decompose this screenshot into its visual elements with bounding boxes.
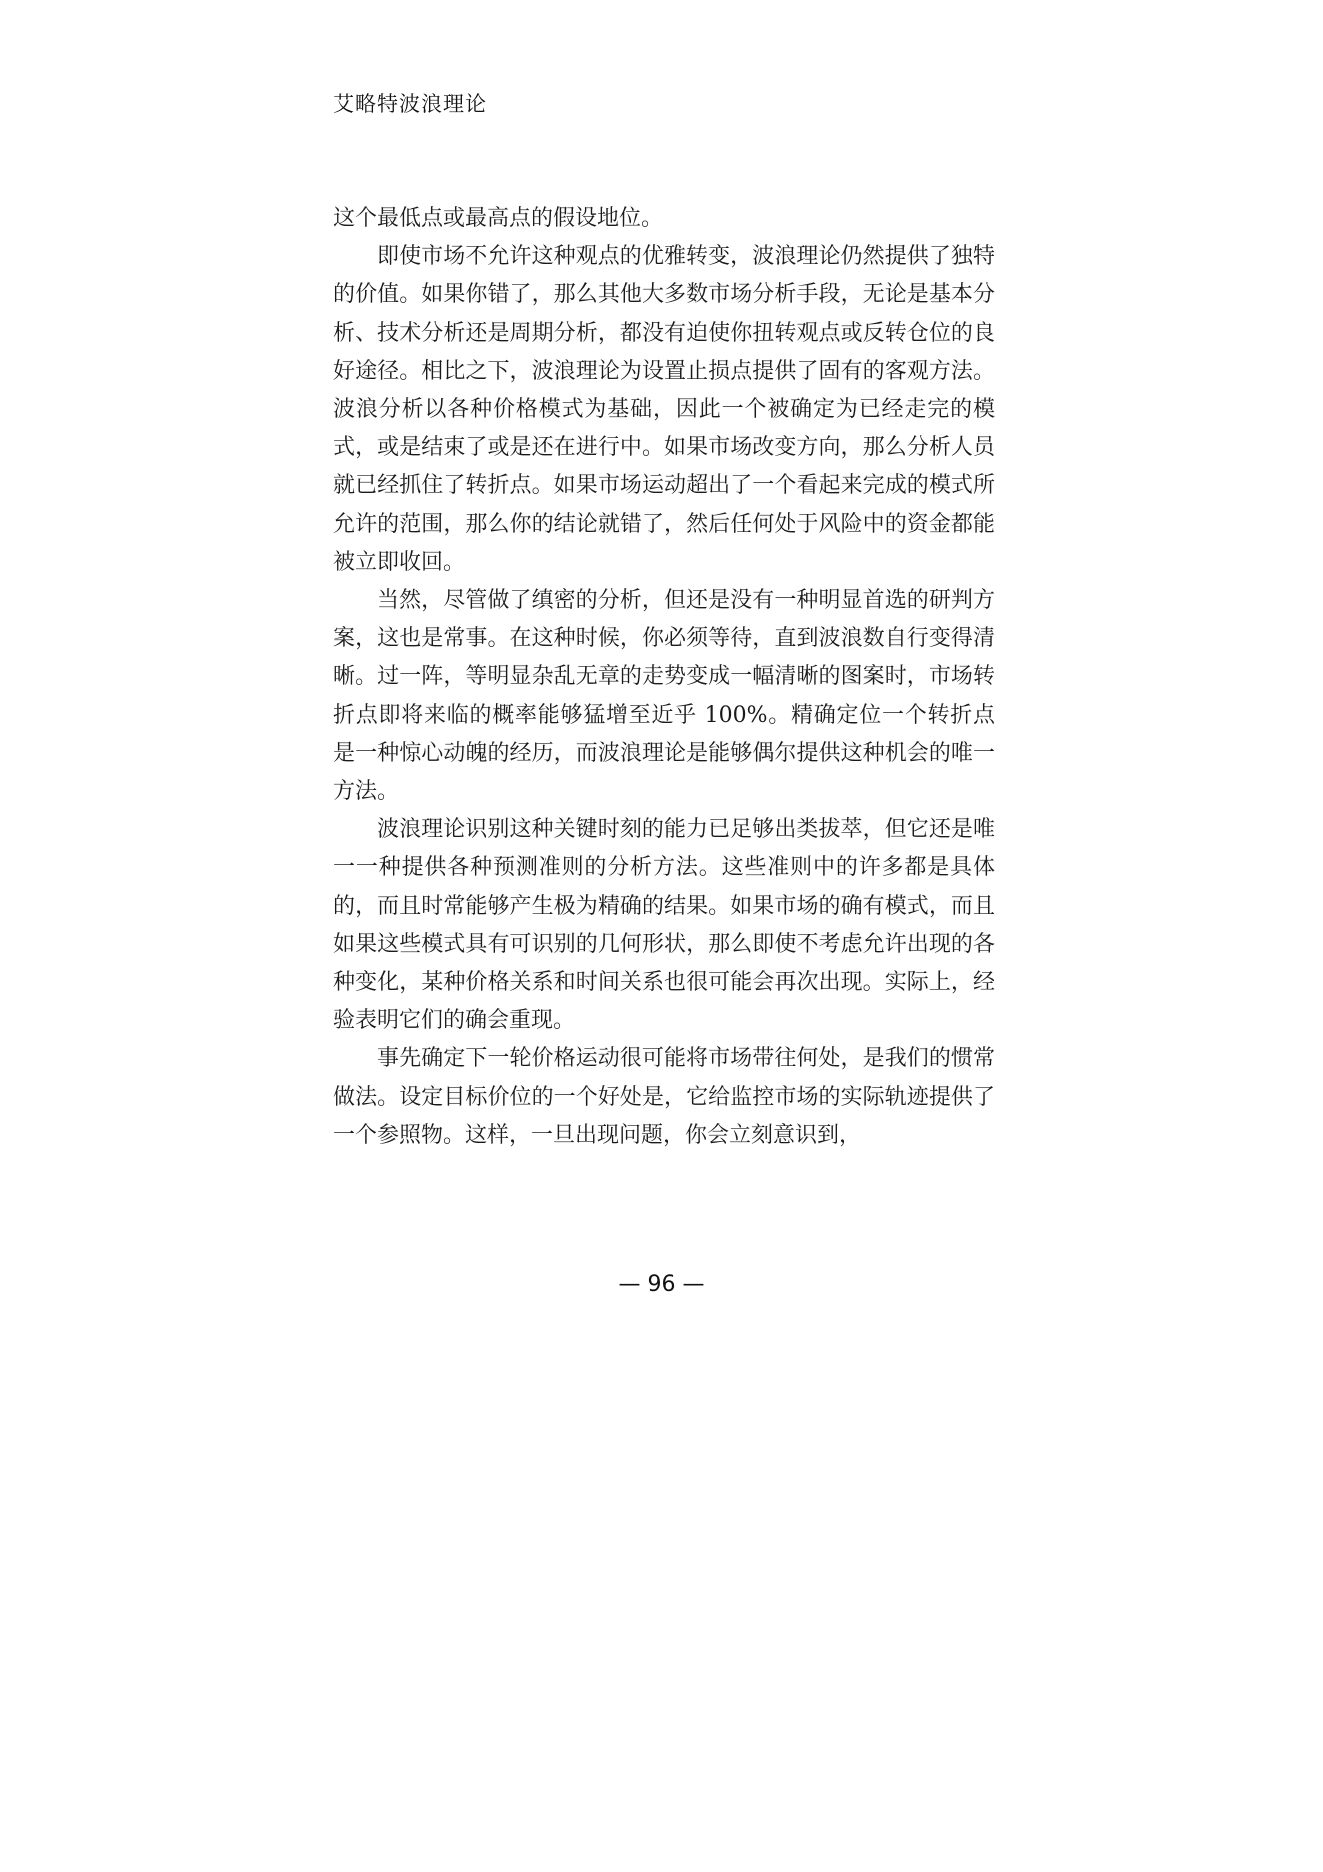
paragraph [333, 238, 995, 582]
paragraph: 当然，尽管做了缜密的分析，但还是没有一种明显首选的研判方案，这也是常事。在这种时候，你必须等待，直到波浪数自行变得清晰。过一阵，等明显杂乱无章的走势变成一幅清晰的图案时，市场转折点即将来临的概率能够猛增至近乎 100%。精确定位一个转折点是一种惊心动魄的经历，而波浪理论是能够偶尔提供这种机会的唯一方法。 [333, 588, 995, 805]
body-text [333, 200, 995, 1155]
paragraph-text: 波浪理论 [377, 817, 466, 843]
paragraph [333, 811, 995, 1040]
emphasized-text: 或是结束了或是还在进行中 [377, 435, 642, 461]
paragraph-text: 这种关键时刻的能力已足够出类拔萃，但它还是唯一一种提供各种 [333, 817, 995, 881]
running-head: 艾略特波浪理论 [333, 92, 487, 116]
paragraph: 事先确定下一轮价格运动很可能将市场带往何处，是我们的惯常做法。设定目标价位的一个好处是，它给监控市场的实际轨迹提供了一个参照物。这样，一旦出现问题，你会立刻意识到， [333, 1046, 995, 1148]
paragraph-continuation: 这个最低点或最高点的假设地位。 [333, 206, 664, 231]
page-number: — 96 — [618, 1272, 705, 1297]
emphasized-text: 识别 [465, 817, 510, 843]
emphasized-text: 预测 [493, 855, 539, 881]
paragraph-text: 准则的分析方法。这些准则中的许多都是具体的，而且时常能够产生极为精确的结果。如果市场的确有模式，而且如果这些模式具有可识别的几何形状，那么即使不考虑允许出现的各种变化，某种价格关系和时间关系也很可能会再次出现。实际上，经验表明它们的确会重现。 [333, 855, 995, 1034]
paragraph-text: 即使市场不允许这种观点的优雅转变，波浪理论仍然提供了独特的价值。如果你错了，那么其他大多数市场分析手段，无论是基本分析、技术分析还是周期分析，都没有迫使你扭转观点或反转仓位的良好途径。相比之下，波浪理论为设置止损点提供了固有的客观方法。波浪分析以各种价格模式为基础，因此一个被确定为已经走完的模式， [333, 244, 995, 461]
paragraph-text: 。如果市场改变方向，那么分析人员就已经抓住了转折点。如果市场运动超出了一个看起来完成的模式所允许的范围，那么你的结论就错了，然后任何处于风险中的资金都能被立即收回。 [333, 435, 995, 575]
